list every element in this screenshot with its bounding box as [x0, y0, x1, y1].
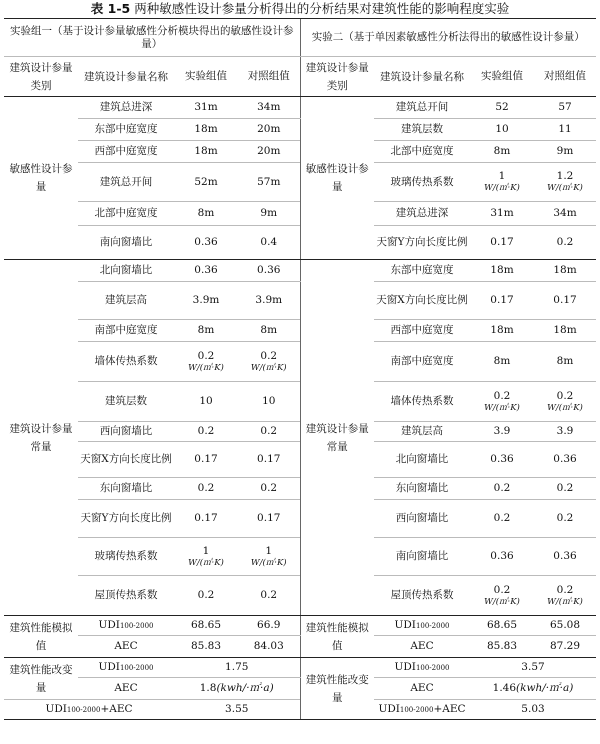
sum-suffix: +AEC: [433, 702, 466, 715]
exp-value: 3.9m: [174, 282, 238, 320]
ctrl-value: 20m: [238, 119, 300, 141]
exp-value: 31m: [174, 97, 238, 119]
exp-value: 1: [498, 170, 506, 182]
ctrl-value: 0.2: [556, 583, 574, 596]
ctrl-value: 18m: [534, 320, 596, 342]
udi-main: UDI: [394, 618, 416, 631]
param-name: 屋顶传热系数: [78, 576, 174, 616]
right-cat-performance: 建筑性能模拟值: [300, 616, 374, 658]
left-cat-constant: 建筑设计参量常量: [4, 260, 78, 616]
unit-label: W/(㎡·K): [547, 183, 583, 193]
right-header-exp: 实验组值: [470, 57, 534, 97]
ctrl-value: 0.17: [534, 282, 596, 320]
ctrl-value: 0.2: [238, 478, 300, 500]
table-row: [4, 616, 596, 636]
param-name: 南部中庭宽度: [78, 320, 174, 342]
exp-value: 0.17: [470, 282, 534, 320]
param-name: 建筑层数: [78, 382, 174, 422]
param-name: 墙体传热系数: [78, 342, 174, 382]
ctrl-value: 0.17: [238, 442, 300, 478]
param-name: 建筑层高: [78, 282, 174, 320]
aec-label: AEC: [78, 636, 174, 658]
ctrl-value: 1: [265, 544, 273, 557]
ctrl-value: 10: [238, 382, 300, 422]
table-caption: [0, 0, 600, 18]
ctrl-value: 20m: [238, 141, 300, 163]
unit-label: W/(㎡·K): [547, 596, 583, 607]
exp-value: 68.65: [174, 616, 238, 636]
ctrl-value: 66.9: [238, 616, 300, 636]
udi-main: UDI: [98, 618, 120, 631]
aec-label: AEC: [374, 678, 470, 700]
udi-sub: 100-2000: [66, 705, 101, 714]
param-name: 建筑总开间: [78, 163, 174, 202]
right-header-category: 建筑设计参量类别: [300, 57, 374, 97]
param-name: 西向窗墙比: [374, 500, 470, 538]
ctrl-value: 0.2: [534, 226, 596, 260]
exp-value: 0.2: [174, 478, 238, 500]
left-header-exp: 实验组值: [174, 57, 238, 97]
exp-value: 18m: [174, 141, 238, 163]
exp-value: 8m: [174, 202, 238, 226]
ctrl-cell: [534, 382, 596, 422]
exp-value: 0.2: [470, 478, 534, 500]
caption-number: 表 1-5: [90, 1, 131, 16]
param-name: 建筑层数: [374, 119, 470, 141]
change-aec-cell: [470, 678, 596, 700]
ctrl-value: 0.17: [238, 500, 300, 538]
unit-label: W/(㎡·K): [484, 402, 520, 413]
param-name: 南向窗墙比: [78, 226, 174, 260]
param-name: 建筑总进深: [78, 97, 174, 119]
exp-cell: [470, 163, 534, 202]
left-header-ctrl: 对照组值: [238, 57, 300, 97]
exp-value: 0.36: [174, 260, 238, 282]
exp-value: 85.83: [470, 636, 534, 658]
exp-value: 0.36: [470, 442, 534, 478]
exp-value: 0.17: [174, 500, 238, 538]
change-value: 3.57: [470, 658, 596, 678]
param-name: 西向窗墙比: [78, 422, 174, 442]
ctrl-value: 84.03: [238, 636, 300, 658]
ctrl-cell: [238, 538, 300, 576]
unit-label: W/(㎡·K): [250, 362, 287, 373]
exp-value: 18m: [470, 260, 534, 282]
udi-main: UDI: [45, 702, 67, 715]
ctrl-value: 1.2: [556, 170, 574, 182]
ctrl-value: 57m: [238, 163, 300, 202]
unit-label: W/(㎡·K): [484, 183, 520, 193]
sum-suffix: +AEC: [100, 702, 133, 715]
ctrl-value: 0.2: [238, 576, 300, 616]
exp-value: 0.17: [174, 442, 238, 478]
exp-value: 18m: [470, 320, 534, 342]
unit-label: W/(㎡·K): [188, 557, 224, 568]
right-cat-sensitive: 敏感性设计参量: [300, 97, 374, 260]
ctrl-value: 8m: [534, 342, 596, 382]
param-name: 北向窗墙比: [374, 442, 470, 478]
ctrl-value: 0.36: [534, 538, 596, 576]
header-row: [4, 57, 596, 97]
param-name: 东向窗墙比: [374, 478, 470, 500]
udi-sub: 100-2000: [399, 705, 434, 714]
left-header-param: 建筑设计参量名称: [78, 57, 174, 97]
table-row: [4, 97, 596, 119]
exp-value: 0.2: [197, 349, 215, 362]
param-name: 天窗X方向长度比例: [374, 282, 470, 320]
change-value: 5.03: [470, 700, 596, 720]
exp-value: 8m: [174, 320, 238, 342]
ctrl-value: 3.9m: [238, 282, 300, 320]
exp-cell: [470, 576, 534, 616]
param-name: 天窗X方向长度比例: [78, 442, 174, 478]
ctrl-value: 0.2: [534, 478, 596, 500]
udi-label: [78, 616, 174, 636]
ctrl-value: 0.36: [238, 260, 300, 282]
param-name: 建筑总进深: [374, 202, 470, 226]
param-name: 东部中庭宽度: [78, 119, 174, 141]
unit-label: W/(㎡·K): [188, 362, 224, 373]
sum-label: [4, 700, 174, 720]
exp-cell: [174, 538, 238, 576]
ctrl-cell: [238, 342, 300, 382]
param-name: 玻璃传热系数: [374, 163, 470, 202]
exp-cell: [470, 382, 534, 422]
aec-label: AEC: [78, 678, 174, 700]
left-group-title: 实验组一（基于设计参量敏感性分析模块得出的敏感性设计参量）: [4, 19, 300, 57]
exp-value: 8m: [470, 141, 534, 163]
udi-main: UDI: [394, 660, 416, 673]
results-table: [4, 18, 596, 720]
left-cat-sensitive: 敏感性设计参量: [4, 97, 78, 260]
aec-label: AEC: [374, 636, 470, 658]
param-name: 东部中庭宽度: [374, 260, 470, 282]
param-name: 天窗Y方向长度比例: [78, 500, 174, 538]
right-header-param: 建筑设计参量名称: [374, 57, 470, 97]
exp-value: 0.2: [174, 576, 238, 616]
unit-label: W/(㎡·K): [547, 402, 583, 413]
param-name: 墙体传热系数: [374, 382, 470, 422]
udi-main: UDI: [378, 702, 400, 715]
right-header-ctrl: 对照组值: [534, 57, 596, 97]
exp-value: 0.2: [493, 583, 511, 596]
exp-value: 0.17: [470, 226, 534, 260]
udi-label: [374, 658, 470, 678]
ctrl-value: 0.36: [534, 442, 596, 478]
exp-value: 85.83: [174, 636, 238, 658]
param-name: 南部中庭宽度: [374, 342, 470, 382]
exp-value: 31m: [470, 202, 534, 226]
right-cat-constant: 建筑设计参量常量: [300, 260, 374, 616]
right-group-title: 实验二（基于单因素敏感性分析法得出的敏感性设计参量）: [300, 19, 596, 57]
unit-label: W/(㎡·K): [484, 596, 520, 607]
sum-label: [374, 700, 470, 720]
ctrl-value: 65.08: [534, 616, 596, 636]
udi-sub: 100-2000: [415, 621, 450, 630]
param-name: 北部中庭宽度: [374, 141, 470, 163]
ctrl-value: 0.2: [534, 500, 596, 538]
ctrl-value: 0.2: [238, 422, 300, 442]
param-name: 东向窗墙比: [78, 478, 174, 500]
param-name: 玻璃传热系数: [78, 538, 174, 576]
change-aec-cell: [174, 678, 300, 700]
exp-value: 0.2: [493, 389, 511, 402]
caption-title: 两种敏感性设计参量分析得出的分析结果对建筑性能的影响程度实验: [134, 1, 510, 16]
left-header-category: 建筑设计参量类别: [4, 57, 78, 97]
exp-value: 10: [470, 119, 534, 141]
udi-label: [374, 616, 470, 636]
exp-value: 0.2: [470, 500, 534, 538]
param-name: 北部中庭宽度: [78, 202, 174, 226]
ctrl-value: 0.2: [260, 349, 278, 362]
exp-value: 8m: [470, 342, 534, 382]
ctrl-value: 9m: [238, 202, 300, 226]
exp-cell: [174, 342, 238, 382]
ctrl-value: 34m: [238, 97, 300, 119]
unit-label: (kwh/·㎡·a): [216, 682, 274, 694]
param-name: 建筑总开间: [374, 97, 470, 119]
group-title-row: [4, 19, 596, 57]
ctrl-cell: [534, 163, 596, 202]
change-value: 1.8: [199, 682, 217, 694]
udi-main: UDI: [98, 660, 120, 673]
exp-value: 0.36: [174, 226, 238, 260]
udi-label: [78, 658, 174, 678]
exp-value: 10: [174, 382, 238, 422]
unit-label: W/(㎡·K): [250, 557, 287, 568]
param-name: 南向窗墙比: [374, 538, 470, 576]
udi-sub: 100-2000: [415, 663, 450, 672]
param-name: 北向窗墙比: [78, 260, 174, 282]
left-cat-performance: 建筑性能模拟值: [4, 616, 78, 658]
ctrl-value: 9m: [534, 141, 596, 163]
table-row: [4, 658, 596, 678]
exp-value: 3.9: [470, 422, 534, 442]
exp-value: 1: [202, 544, 210, 557]
ctrl-value: 57: [534, 97, 596, 119]
param-name: 西部中庭宽度: [78, 141, 174, 163]
change-value: 1.75: [174, 658, 300, 678]
change-value: 1.46: [492, 682, 517, 694]
exp-value: 18m: [174, 119, 238, 141]
param-name: 建筑层高: [374, 422, 470, 442]
ctrl-cell: [534, 576, 596, 616]
ctrl-value: 8m: [238, 320, 300, 342]
unit-label: (kwh/·㎡·a): [516, 682, 574, 694]
udi-sub: 100-2000: [119, 621, 154, 630]
udi-sub: 100-2000: [119, 663, 154, 672]
param-name: 西部中庭宽度: [374, 320, 470, 342]
exp-value: 52: [470, 97, 534, 119]
exp-value: 0.2: [174, 422, 238, 442]
ctrl-value: 34m: [534, 202, 596, 226]
exp-value: 68.65: [470, 616, 534, 636]
right-cat-change: 建筑性能改变量: [300, 658, 374, 720]
change-value: 3.55: [174, 700, 300, 720]
param-name: 天窗Y方向长度比例: [374, 226, 470, 260]
param-name: 屋顶传热系数: [374, 576, 470, 616]
left-cat-change: 建筑性能改变量: [4, 658, 78, 700]
ctrl-value: 18m: [534, 260, 596, 282]
exp-value: 0.36: [470, 538, 534, 576]
ctrl-value: 0.2: [556, 389, 574, 402]
ctrl-value: 11: [534, 119, 596, 141]
ctrl-value: 87.29: [534, 636, 596, 658]
ctrl-value: 3.9: [534, 422, 596, 442]
ctrl-value: 0.4: [238, 226, 300, 260]
exp-value: 52m: [174, 163, 238, 202]
table-row: [4, 260, 596, 282]
